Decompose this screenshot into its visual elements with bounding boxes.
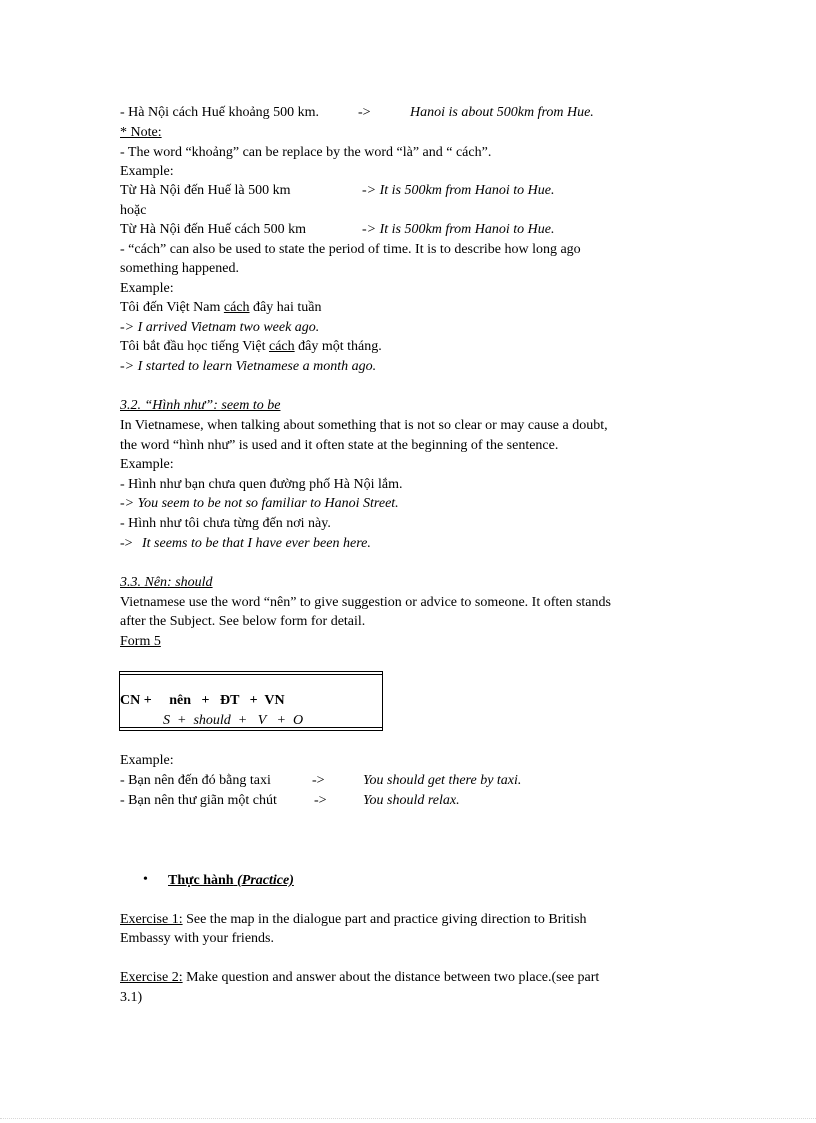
example-label: Example: xyxy=(120,281,174,296)
note-label: * Note: xyxy=(120,125,162,140)
example-label: Example: xyxy=(120,753,174,768)
section-3-3-heading: 3.3. Nên: should xyxy=(120,575,213,590)
arrow: -> xyxy=(120,536,133,551)
text: Tôi đến Việt Nam xyxy=(120,300,224,315)
practice-en: (Practice) xyxy=(237,873,294,888)
section-3-3-ex-b xyxy=(120,792,460,810)
form-vi: CN + nên + ĐT + VN xyxy=(120,693,285,708)
example-2 xyxy=(120,221,555,239)
exercise-1-line-1 xyxy=(120,911,587,929)
example-4-en: -> I started to learn Vietnamese a month ago. xyxy=(120,359,377,374)
text: đây một tháng. xyxy=(294,339,382,354)
example-label: Example: xyxy=(120,457,174,472)
highlight-word: cách xyxy=(223,300,250,315)
form-en: S + should + V + O xyxy=(163,713,304,728)
text: See the map in the dialogue part and practice giving direction to British xyxy=(182,912,587,927)
practice-vi: Thực hành xyxy=(168,873,234,888)
note-text: - The word “khoảng” can be replace by the word “là” and “ cách”. xyxy=(120,145,492,160)
section-3-3-p1: Vietnamese use the word “nên” to give suggestion or advice to someone. It often stands xyxy=(120,595,611,610)
en-translation: -> It is 500km from Hanoi to Hue. xyxy=(362,222,555,237)
vi-sentence: Từ Hà Nội đến Huế cách 500 km xyxy=(120,222,307,237)
section-3-2-ex-b: - Hình như tôi chưa từng đến nơi này. xyxy=(120,516,331,531)
arrow: -> xyxy=(312,773,325,788)
line-1 xyxy=(120,104,594,122)
highlight-word: cách xyxy=(268,339,295,354)
section-3-3-ex-a xyxy=(120,772,522,790)
bullet-icon: • xyxy=(143,872,148,887)
en-translation: It seems to be that I have ever been here. xyxy=(142,536,371,551)
vi-sentence: Từ Hà Nội đến Huế là 500 km xyxy=(120,183,291,198)
exercise-2-line-2: 3.1) xyxy=(120,990,143,1005)
example-3-vi xyxy=(120,299,321,317)
section-3-2-ex-a-en: -> You seem to be not so familiar to Hanoi Street. xyxy=(120,496,399,511)
en-translation: -> It is 500km from Hanoi to Hue. xyxy=(362,183,555,198)
example-label: Example: xyxy=(120,164,174,179)
page-bottom-border xyxy=(0,1118,816,1120)
arrow: -> xyxy=(358,105,371,120)
text: Tôi bắt đầu học tiếng Việt xyxy=(120,339,269,354)
exercise-1-line-2: Embassy with your friends. xyxy=(120,931,274,946)
section-3-2-p1: In Vietnamese, when talking about something that is not so clear or may cause a doubt, xyxy=(120,418,608,433)
section-3-2-heading: 3.2. “Hình như”: seem to be xyxy=(120,398,281,413)
en-translation: Hanoi is about 500km from Hue. xyxy=(410,105,594,120)
cach-paragraph-line-1: - “cách” can also be used to state the period of time. It is to describe how long ago xyxy=(120,242,581,257)
en-translation: You should relax. xyxy=(363,793,460,808)
cach-paragraph-line-2: something happened. xyxy=(120,261,239,276)
arrow: -> xyxy=(314,793,327,808)
section-3-2-p2: the word “hình như” is used and it often state at the beginning of the sentence. xyxy=(120,438,559,453)
exercise-2-label: Exercise 2: xyxy=(120,970,183,985)
section-3-3-p2: after the Subject. See below form for detail. xyxy=(120,614,366,629)
practice-heading xyxy=(168,872,294,890)
vi-sentence: - Bạn nên thư giãn một chút xyxy=(120,793,277,808)
vi-sentence: - Hà Nội cách Huế khoảng 500 km. xyxy=(120,105,320,120)
example-3-en: -> I arrived Vietnam two week ago. xyxy=(120,320,320,335)
example-1 xyxy=(120,182,555,200)
exercise-1-label: Exercise 1: xyxy=(120,912,183,927)
text: Make question and answer about the distance between two place.(see part xyxy=(182,970,600,985)
exercise-2-line-1 xyxy=(120,969,599,987)
form-label: Form 5 xyxy=(120,634,161,649)
vi-sentence: - Bạn nên đến đó bằng taxi xyxy=(120,773,271,788)
section-3-2-ex-a: - Hình như bạn chưa quen đường phố Hà Nội lắm. xyxy=(120,477,403,492)
hoac: hoặc xyxy=(120,203,147,218)
en-translation: You should get there by taxi. xyxy=(363,773,522,788)
text: đây hai tuần xyxy=(249,300,322,315)
section-3-2-ex-b-en-line xyxy=(120,535,371,553)
example-4-vi xyxy=(120,338,382,356)
